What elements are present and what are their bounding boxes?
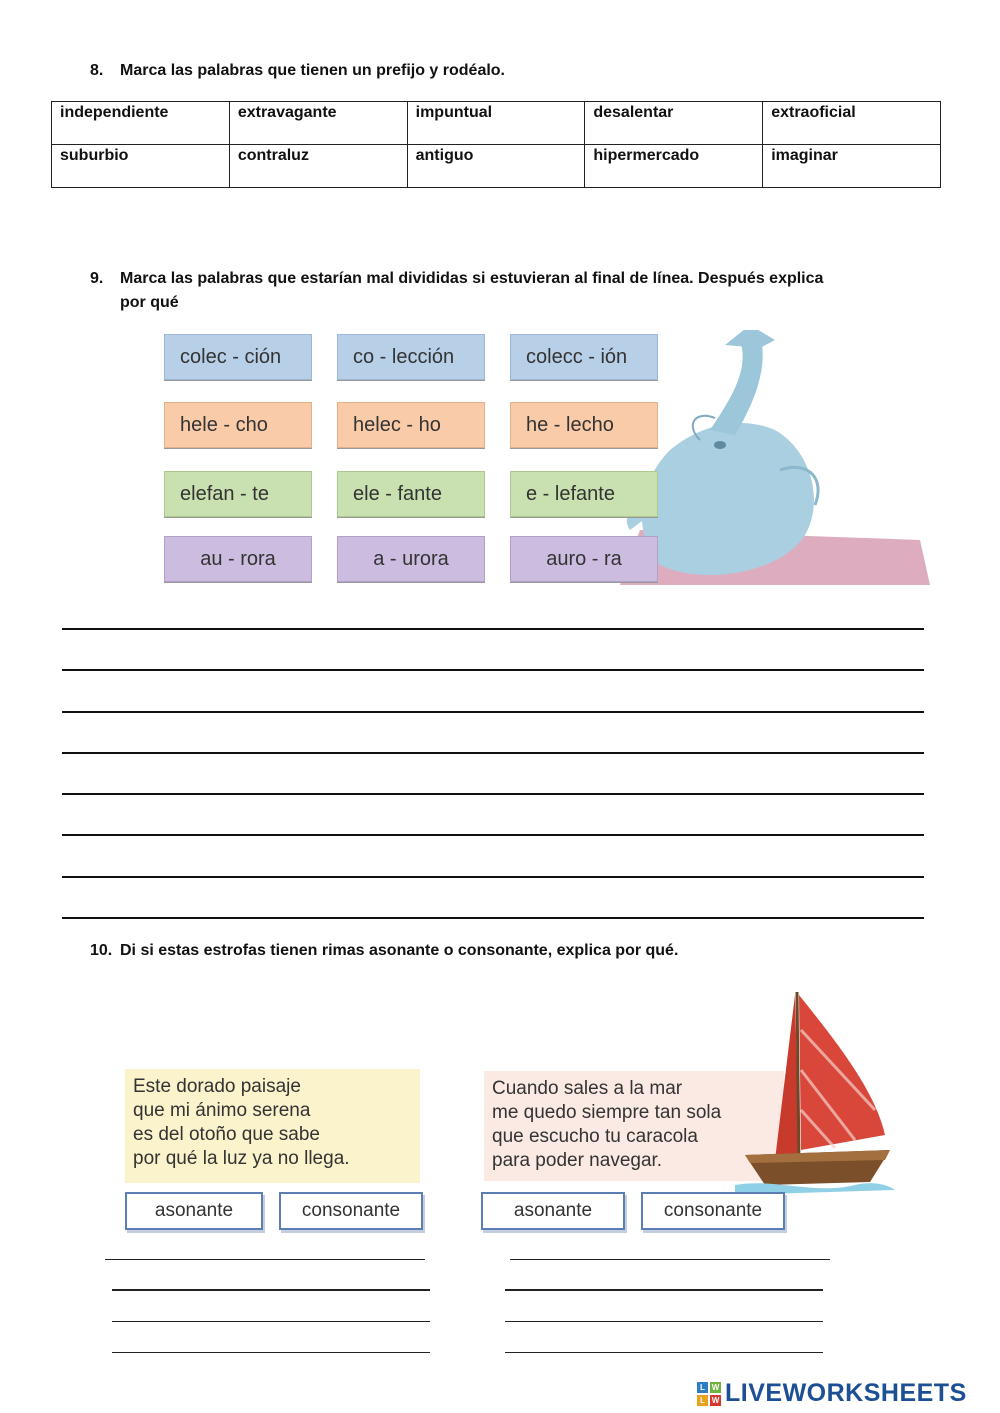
stanza-line: que mi ánimo serena — [133, 1100, 311, 1121]
table-row — [52, 145, 941, 188]
answer-line[interactable] — [62, 793, 924, 795]
answer-line[interactable] — [505, 1289, 823, 1291]
logo-square: L — [697, 1395, 708, 1406]
word-cell[interactable]: impuntual — [407, 102, 585, 145]
stanza-line: Este dorado paisaje — [133, 1076, 301, 1097]
syllable-tile[interactable]: elefan - te — [164, 471, 312, 517]
syllable-tile[interactable]: au - rora — [164, 536, 312, 582]
consonante-button-2[interactable]: consonante — [641, 1192, 785, 1230]
answer-line[interactable] — [105, 1259, 425, 1260]
answer-line[interactable] — [112, 1289, 430, 1291]
q8-text: Marca las palabras que tienen un prefijo y rodéalo. — [120, 62, 505, 79]
word-cell[interactable]: imaginar — [763, 145, 941, 188]
syllable-tile[interactable]: auro - ra — [510, 536, 658, 582]
asonante-button-1[interactable]: asonante — [125, 1192, 263, 1230]
q10-title — [90, 939, 678, 963]
answer-line[interactable] — [62, 711, 924, 713]
word-cell[interactable]: independiente — [52, 102, 230, 145]
q9-text-line2: por qué — [120, 294, 179, 311]
liveworksheets-brand — [697, 1379, 967, 1408]
sailboat-illustration — [735, 990, 895, 1195]
q9-number: 9. — [90, 270, 104, 287]
answer-line[interactable] — [62, 669, 924, 671]
q9-text-line1: Marca las palabras que estarían mal divididas si estuvieran al final de línea. Después explica — [120, 270, 824, 287]
q10-number: 10. — [90, 942, 113, 959]
stanza-line: que escucho tu caracola — [492, 1126, 698, 1147]
logo-square: W — [711, 1382, 720, 1392]
stanza-line: me quedo siempre tan sola — [492, 1102, 722, 1123]
syllable-tile[interactable]: colec - ción — [164, 334, 312, 380]
q8-title — [90, 59, 505, 83]
syllable-tile[interactable]: hele - cho — [164, 402, 312, 448]
stanza-1 — [125, 1069, 420, 1183]
liveworksheets-logo-icon — [697, 1382, 721, 1406]
answer-line[interactable] — [62, 628, 924, 630]
answer-line[interactable] — [112, 1352, 430, 1353]
syllable-tile[interactable]: a - urora — [337, 536, 485, 582]
stanza-line: para poder navegar. — [492, 1150, 663, 1171]
prefix-word-table — [51, 101, 941, 188]
answer-line[interactable] — [505, 1352, 823, 1353]
stanza-line: por qué la luz ya no llega. — [133, 1148, 350, 1169]
word-cell[interactable]: extravagante — [229, 102, 407, 145]
word-cell[interactable]: extraoficial — [763, 102, 941, 145]
syllable-tile[interactable]: he - lecho — [510, 402, 658, 448]
stanza-line: Cuando sales a la mar — [492, 1078, 683, 1099]
logo-square: W — [711, 1395, 720, 1405]
syllable-tile[interactable]: colecc - ión — [510, 334, 658, 380]
word-cell[interactable]: desalentar — [585, 102, 763, 145]
word-cell[interactable]: hipermercado — [585, 145, 763, 188]
logo-square: L — [697, 1382, 708, 1393]
answer-line[interactable] — [505, 1321, 823, 1322]
brand-name: LIVEWORKSHEETS — [725, 1379, 967, 1407]
answer-line[interactable] — [62, 917, 924, 919]
syllable-tile[interactable]: co - lección — [337, 334, 485, 380]
table-row — [52, 102, 941, 145]
syllable-tile[interactable]: e - lefante — [510, 471, 658, 517]
q10-text: Di si estas estrofas tienen rimas asonante o consonante, explica por qué. — [120, 942, 679, 959]
answer-line[interactable] — [62, 876, 924, 878]
answer-line[interactable] — [62, 752, 924, 754]
stanza-line: es del otoño que sabe — [133, 1124, 320, 1145]
syllable-tile[interactable]: helec - ho — [337, 402, 485, 448]
asonante-button-2[interactable]: asonante — [481, 1192, 625, 1230]
answer-line[interactable] — [112, 1321, 430, 1322]
answer-line[interactable] — [62, 834, 924, 836]
q8-number: 8. — [90, 62, 104, 79]
syllable-tile[interactable]: ele - fante — [337, 471, 485, 517]
consonante-button-1[interactable]: consonante — [279, 1192, 423, 1230]
word-cell[interactable]: contraluz — [229, 145, 407, 188]
word-cell[interactable]: suburbio — [52, 145, 230, 188]
answer-line[interactable] — [510, 1259, 830, 1260]
word-cell[interactable]: antiguo — [407, 145, 585, 188]
q9-title — [90, 267, 950, 315]
